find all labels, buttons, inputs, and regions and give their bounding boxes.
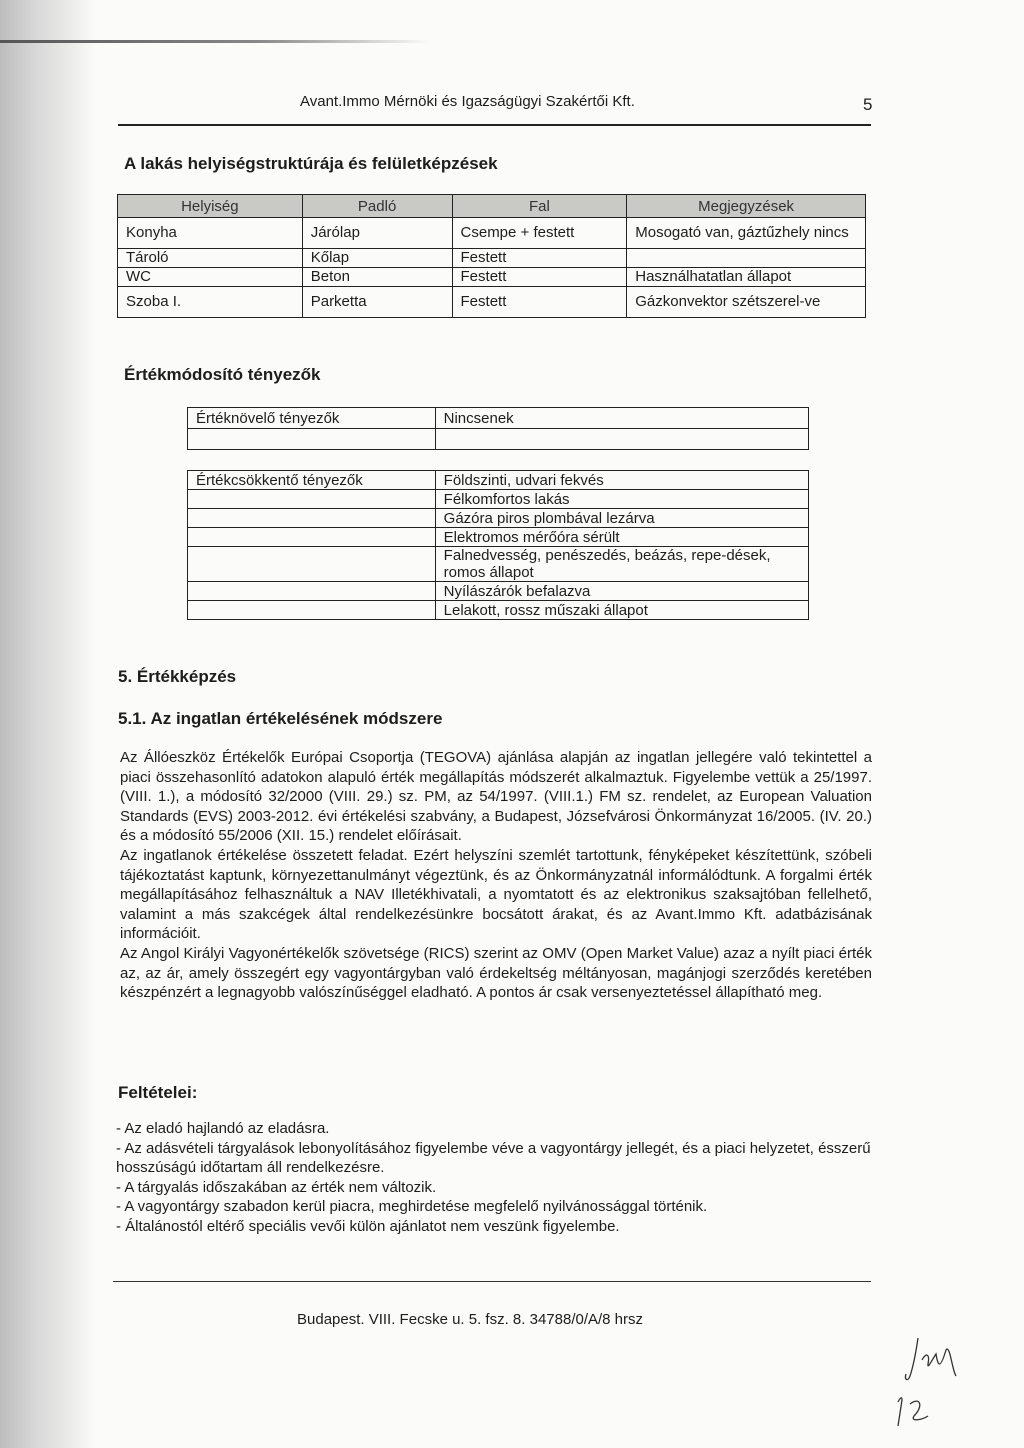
- table-row: [188, 471, 809, 490]
- paragraph: Az Állóeszköz Értékelők Európai Csoportja (TEGOVA) ajánlása alapján az ingatlan jellegére való tekintettel a piaci összehasonlító adatokon alapuló érték megállapítás módszerét alkalmaztuk. Figyelembe vettük a 25/1997. (VIII. 1.), a módosító 32/2000 (VIII. 29.) sz. PM, az 54/1997. (VIII.1.) FM sz. rendelet, az European Valuation Standards (EVS) 2003-2012. évi értékelési szabvány, a Budapest, Józsefvárosi Önkormányzat 16/2005. (IV. 20.) és a módosító 55/2006 (XII. 15.) rendelet előírásait.: [120, 749, 872, 845]
- column-header: Fal: [452, 195, 627, 218]
- table-row: [188, 429, 809, 450]
- table-cell: Beton: [302, 268, 452, 287]
- list-item: - Általánostól eltérő speciális vevői külön ajánlatot nem veszünk figyelembe.: [116, 1217, 620, 1235]
- value-decreasing-table: [187, 470, 809, 620]
- column-header: Helyiség: [118, 195, 303, 218]
- table-cell: Parketta: [302, 287, 452, 318]
- table-row: [188, 509, 809, 528]
- footer-address: Budapest. VIII. Fecske u. 5. fsz. 8. 34788/0/A/8 hrsz: [297, 1311, 644, 1328]
- rooms-table: [117, 194, 866, 318]
- table-cell: WC: [118, 268, 303, 287]
- column-header: Megjegyzések: [627, 195, 866, 218]
- table-cell: [188, 582, 436, 601]
- decreasing-label: Értékcsökkentő tényezők: [188, 471, 436, 490]
- table-row: [118, 218, 866, 249]
- rooms-table-header: [118, 195, 866, 218]
- decreasing-item: Falnedvesség, penészedés, beázás, repe-dések, romos állapot: [435, 547, 808, 582]
- table-row: [118, 268, 866, 287]
- valuation-title: 5. Értékképzés: [118, 667, 237, 686]
- table-cell: [188, 547, 436, 582]
- rooms-section-title: A lakás helyiségstruktúrája és felületképzések: [124, 154, 498, 173]
- page-number: 5: [863, 95, 873, 114]
- table-cell: Használhatatlan állapot: [627, 268, 866, 287]
- decreasing-item: Nyílászárók befalazva: [435, 582, 808, 601]
- table-cell: Járólap: [302, 218, 452, 249]
- table-cell: [188, 528, 436, 547]
- table-cell: Tároló: [118, 249, 303, 268]
- header-company: Avant.Immo Mérnöki és Igazságügyi Szakértői Kft.: [300, 93, 635, 110]
- table-cell: [188, 490, 436, 509]
- decreasing-item: Elektromos mérőóra sérült: [435, 528, 808, 547]
- table-row: [188, 528, 809, 547]
- footer-rule: [113, 1281, 871, 1282]
- header-rule: [118, 124, 871, 126]
- table-cell: [188, 601, 436, 620]
- decreasing-item: Lelakott, rossz műszaki állapot: [435, 601, 808, 620]
- table-row: [188, 582, 809, 601]
- list-item: - Az adásvételi tárgyalások lebonyolításához figyelembe véve a vagyontárgy jellegét, és a piaci helyzetet, ésszerű hosszúságú időtartam áll rendelkezésre.: [116, 1139, 871, 1177]
- table-cell: Kőlap: [302, 249, 452, 268]
- increasing-label: Értéknövelő tényezők: [188, 408, 436, 429]
- conditions-title: Feltételei:: [118, 1083, 198, 1102]
- table-cell: Konyha: [118, 218, 303, 249]
- list-item: - Az eladó hajlandó az eladásra.: [116, 1120, 330, 1137]
- list-item: - A vagyontárgy szabadon kerül piacra, meghirdetése megfelelő nyilvánossággal történik.: [116, 1198, 708, 1216]
- handwritten-signature-icon: [880, 1330, 970, 1430]
- table-cell: Festett: [452, 249, 627, 268]
- valuation-subtitle: 5.1. Az ingatlan értékelésének módszere: [118, 709, 443, 728]
- table-cell: Csempe + festett: [452, 218, 627, 249]
- list-item: - A tárgyalás időszakában az érték nem változik.: [116, 1178, 437, 1196]
- increasing-value: Nincsenek: [435, 408, 808, 429]
- paragraph: Az ingatlanok értékelése összetett feladat. Ezért helyszíni szemlét tartottunk, fényképeket készítettünk, szóbeli tájékoztatást kaptunk, környezettanulmányt végeztünk, és az Önkormányzatnál informálódtunk. A forgalmi érték megállapításához felhasználtuk a NAV Illetékhivatali, a nyomtatott és az elektronikus szaksajtóban fellelhető, valamint a más szakcégek által rendelkezésünkre bocsátott árakat, és az Avant.Immo Kft. adatbázisának információit.: [120, 846, 872, 943]
- table-row: [188, 490, 809, 509]
- table-cell: [435, 429, 808, 450]
- table-cell: Gázkonvektor szétszerel-ve: [627, 287, 866, 318]
- decreasing-item: Földszinti, udvari fekvés: [435, 471, 808, 490]
- conditions-list: [116, 1119, 872, 1237]
- table-cell: [188, 509, 436, 528]
- table-cell: [188, 429, 436, 450]
- decreasing-item: Gázóra piros plombával lezárva: [435, 509, 808, 528]
- table-cell: [627, 249, 866, 268]
- table-row: [188, 408, 809, 429]
- valuation-text: [120, 748, 872, 1003]
- value-increasing-table: [187, 407, 809, 450]
- table-row: [118, 287, 866, 318]
- factors-section-title: Értékmódosító tényezők: [124, 365, 321, 384]
- table-cell: Festett: [452, 287, 627, 318]
- decreasing-item: Félkomfortos lakás: [435, 490, 808, 509]
- paragraph: Az Angol Királyi Vagyonértékelők szövetsége (RICS) szerint az OMV (Open Market Value) azaz a nyílt piaci érték az, az ár, amely összegért egy vagyontárgyban való érdekeltség méltányosan, magánjogi szerződés keretében készpénzért a legnagyobb valószínűséggel eladható. A pontos ár csak versenyeztetéssel állapítható meg.: [120, 944, 872, 1002]
- table-cell: Mosogató van, gáztűzhely nincs: [627, 218, 866, 249]
- table-cell: Festett: [452, 268, 627, 287]
- table-cell: Szoba I.: [118, 287, 303, 318]
- column-header: Padló: [302, 195, 452, 218]
- table-row: [188, 601, 809, 620]
- table-row: [188, 547, 809, 582]
- table-row: [118, 249, 866, 268]
